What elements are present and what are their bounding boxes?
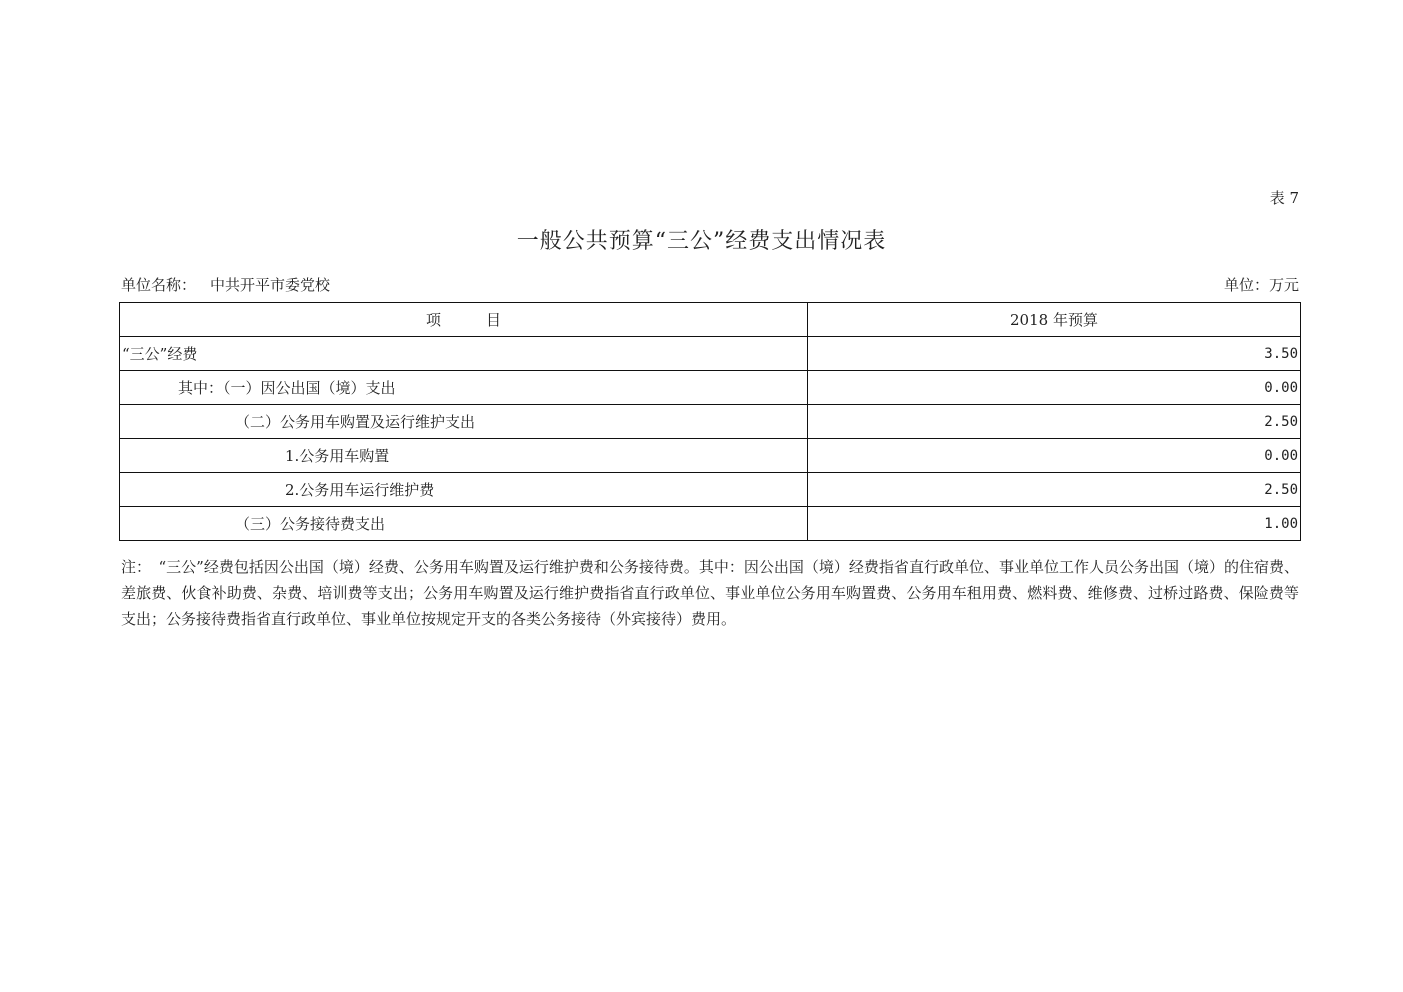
table-number: 表 7 bbox=[1269, 189, 1299, 207]
organization-info bbox=[121, 274, 330, 295]
row-value: 0.00 bbox=[808, 439, 1301, 473]
table-row bbox=[120, 371, 1301, 405]
row-value: 1.00 bbox=[808, 507, 1301, 541]
header-item: 项 目 bbox=[120, 303, 808, 337]
currency-unit: 单位：万元 bbox=[1223, 276, 1299, 294]
table-row bbox=[120, 405, 1301, 439]
row-value: 3.50 bbox=[808, 337, 1301, 371]
row-item: 2.公务用车运行维护费 bbox=[120, 473, 808, 507]
row-value: 2.50 bbox=[808, 405, 1301, 439]
header-budget: 2018 年预算 bbox=[808, 303, 1301, 337]
row-item: “三公”经费 bbox=[120, 337, 808, 371]
table-row bbox=[120, 507, 1301, 541]
budget-table bbox=[119, 302, 1301, 541]
unit-row bbox=[121, 274, 1299, 296]
row-value: 2.50 bbox=[808, 473, 1301, 507]
organization-name: 中共开平市委党校 bbox=[210, 276, 331, 294]
table-row bbox=[120, 473, 1301, 507]
organization-label: 单位名称： bbox=[121, 276, 197, 294]
footnote: 注： “三公”经费包括因公出国（境）经费、公务用车购置及运行维护费和公务接待费。其中：因公出国（境）经费指省直行政单位、事业单位工作人员公务出国（境）的住宿费、差旅费、伙食补助费、杂费、培训费等支出；公务用车购置及运行维护费指省直行政单位、事业单位公务用车购置费、公务用车租用费、燃料费、维修费、过桥过路费、保险费等支出；公务接待费指省直行政单位、事业单位按规定开支的各类公务接待（外宾接待）费用。 bbox=[121, 558, 1299, 628]
row-item: 1.公务用车购置 bbox=[120, 439, 808, 473]
row-item: 其中：（一）因公出国（境）支出 bbox=[120, 371, 808, 405]
row-item: （三）公务接待费支出 bbox=[120, 507, 808, 541]
row-item: （二）公务用车购置及运行维护支出 bbox=[120, 405, 808, 439]
table-row bbox=[120, 439, 1301, 473]
table-header-row bbox=[120, 303, 1301, 337]
table-row bbox=[120, 337, 1301, 371]
row-value: 0.00 bbox=[808, 371, 1301, 405]
page-title: 一般公共预算“三公”经费支出情况表 bbox=[516, 229, 887, 254]
